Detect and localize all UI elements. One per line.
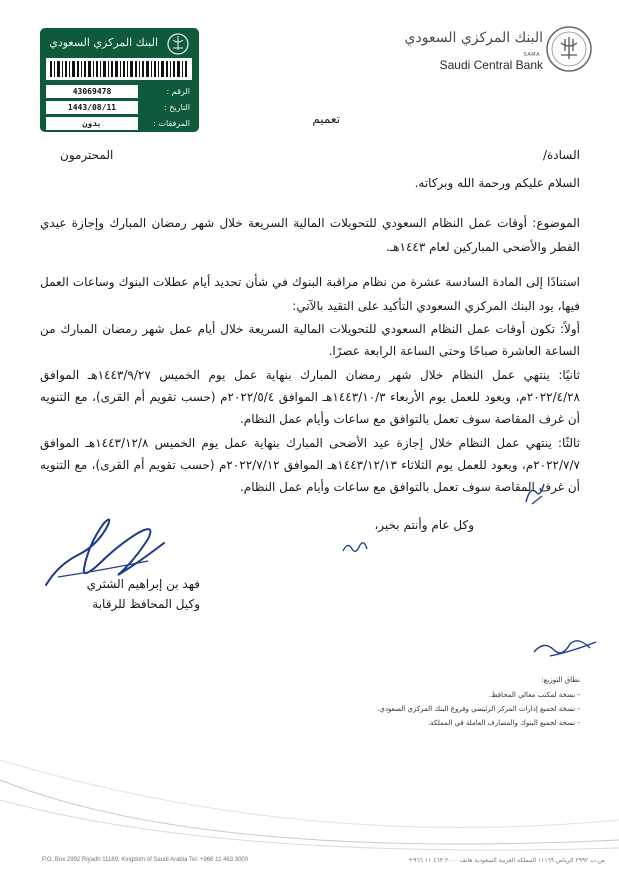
logo-english-name: Saudi Central Bank xyxy=(439,58,543,72)
attachments-value: بدون xyxy=(46,117,138,130)
logo-arabic-name: البنك المركزي السعودي xyxy=(404,30,543,46)
reference-date-label: التاريخ : xyxy=(163,103,190,112)
footer-decoration xyxy=(0,750,619,860)
reference-number-label: الرقم : xyxy=(166,87,190,96)
stamp-attachments-row xyxy=(46,116,192,131)
central-bank-logo-icon xyxy=(545,25,593,73)
distribution-list xyxy=(240,672,580,730)
addressee: السادة/ xyxy=(542,148,580,162)
margin-initial-icon xyxy=(520,478,550,508)
stamp-number-row xyxy=(46,84,192,99)
reference-date: 1443/08/11 xyxy=(46,101,138,114)
initials-icon xyxy=(340,537,370,557)
distribution-heading: نطاق التوزيع: xyxy=(541,676,580,684)
footer-address-english: P.O. Box 2992 Riyadh 11169, Kingdom of Saudi Arabia Tel: +966 11 463 3000 xyxy=(42,857,249,863)
signatory-name: فهد بن إبراهيم الشثري xyxy=(86,577,200,591)
logo-sama: SAMA xyxy=(523,52,540,58)
reference-stamp xyxy=(40,28,199,132)
subject-line: الموضوع: أوقات عمل النظام السعودي للتحويلات المالية السريعة خلال شهر رمضان المبارك وإجازة عيدي الفطر والأضحى المباركين لعام ١٤٤٣هـ. xyxy=(40,216,580,254)
attachments-label: المرفقات : xyxy=(153,119,190,128)
stamp-date-row xyxy=(46,100,192,115)
distribution-item: - نسخة لجميع إدارات المركز الرئيسي وفروع البنك المركزي السعودي. xyxy=(377,705,580,713)
distribution-item: - نسخة لمكتب معالي المحافظ. xyxy=(488,691,580,699)
point-three: ثالثًا: ينتهي عمل النظام خلال إجازة عيد الأضحى المبارك بنهاية عمل يوم الخميس ١٤٤٣/١٢/٨هـ الموافق ٢٠٢٢/٧/٧م، ويعود للعمل يوم الثلاثاء ١٤٤٣/١٢/١٣هـ الموافق ٢٠٢٢/٧/١٢م (حسب تقويم أم القرى)، مع التنويه أن غرف المقاصة سوف تعمل بالتوافق مع ساعات وأيام عمل النظام. xyxy=(40,436,580,494)
reference-number: 43069478 xyxy=(46,85,138,98)
barcode-icon xyxy=(46,58,192,80)
stamp-fields xyxy=(46,84,192,132)
stamp-bank-name: البنك المركزي السعودي xyxy=(49,36,158,49)
secondary-initial-icon xyxy=(530,632,600,662)
distribution-item: - نسخة لجميع البنوك والمصارف العاملة في المملكة. xyxy=(427,719,580,727)
signatory-title: وكيل المحافظ للرقابة xyxy=(92,597,200,611)
footer-address-arabic: ص.ب ٢٩٩٢ الرياض ١١١٦٩ المملكة العربية السعودية هاتف ٣٠٠٠ ٤٦٣ ١١ ٩٦٦+ xyxy=(408,857,605,864)
intro-paragraph: استنادًا إلى المادة السادسة عشرة من نظام مراقبة البنوك في شأن تحديد أيام عطلات البنوك وساعات العمل فيها، يود البنك المركزي السعودي التأكيد على التقيد بالآتي: xyxy=(40,275,580,313)
closing-line: وكل عام وأنتم بخير، xyxy=(374,518,474,532)
salutation-respected: المحترمون xyxy=(60,148,114,162)
document-type: تعميم xyxy=(312,112,340,126)
point-two: ثانيًا: ينتهي عمل النظام خلال شهر رمضان المبارك بنهاية عمل يوم الخميس ١٤٤٣/٩/٢٧هـ الموافق ٢٠٢٢/٤/٢٨م، ويعود للعمل يوم الأربعاء ١٤٤٣/١٠/٣هـ الموافق ٢٠٢٢/٥/٤م (حسب تقويم أم القرى)، مع التنويه أن غرف المقاصة سوف تعمل بالتوافق مع ساعات وأيام عمل النظام. xyxy=(40,368,580,426)
bank-emblem-icon xyxy=(164,32,192,56)
point-one: أولاً: تكون أوقات عمل النظام السعودي للتحويلات المالية السريعة خلال أيام عمل شهر رمضان المبارك من الساعة العاشرة صباحًا وحتى الساعة الرابعة عصرًا. xyxy=(40,322,580,358)
greeting: السلام عليكم ورحمة الله وبركاته. xyxy=(414,176,580,190)
